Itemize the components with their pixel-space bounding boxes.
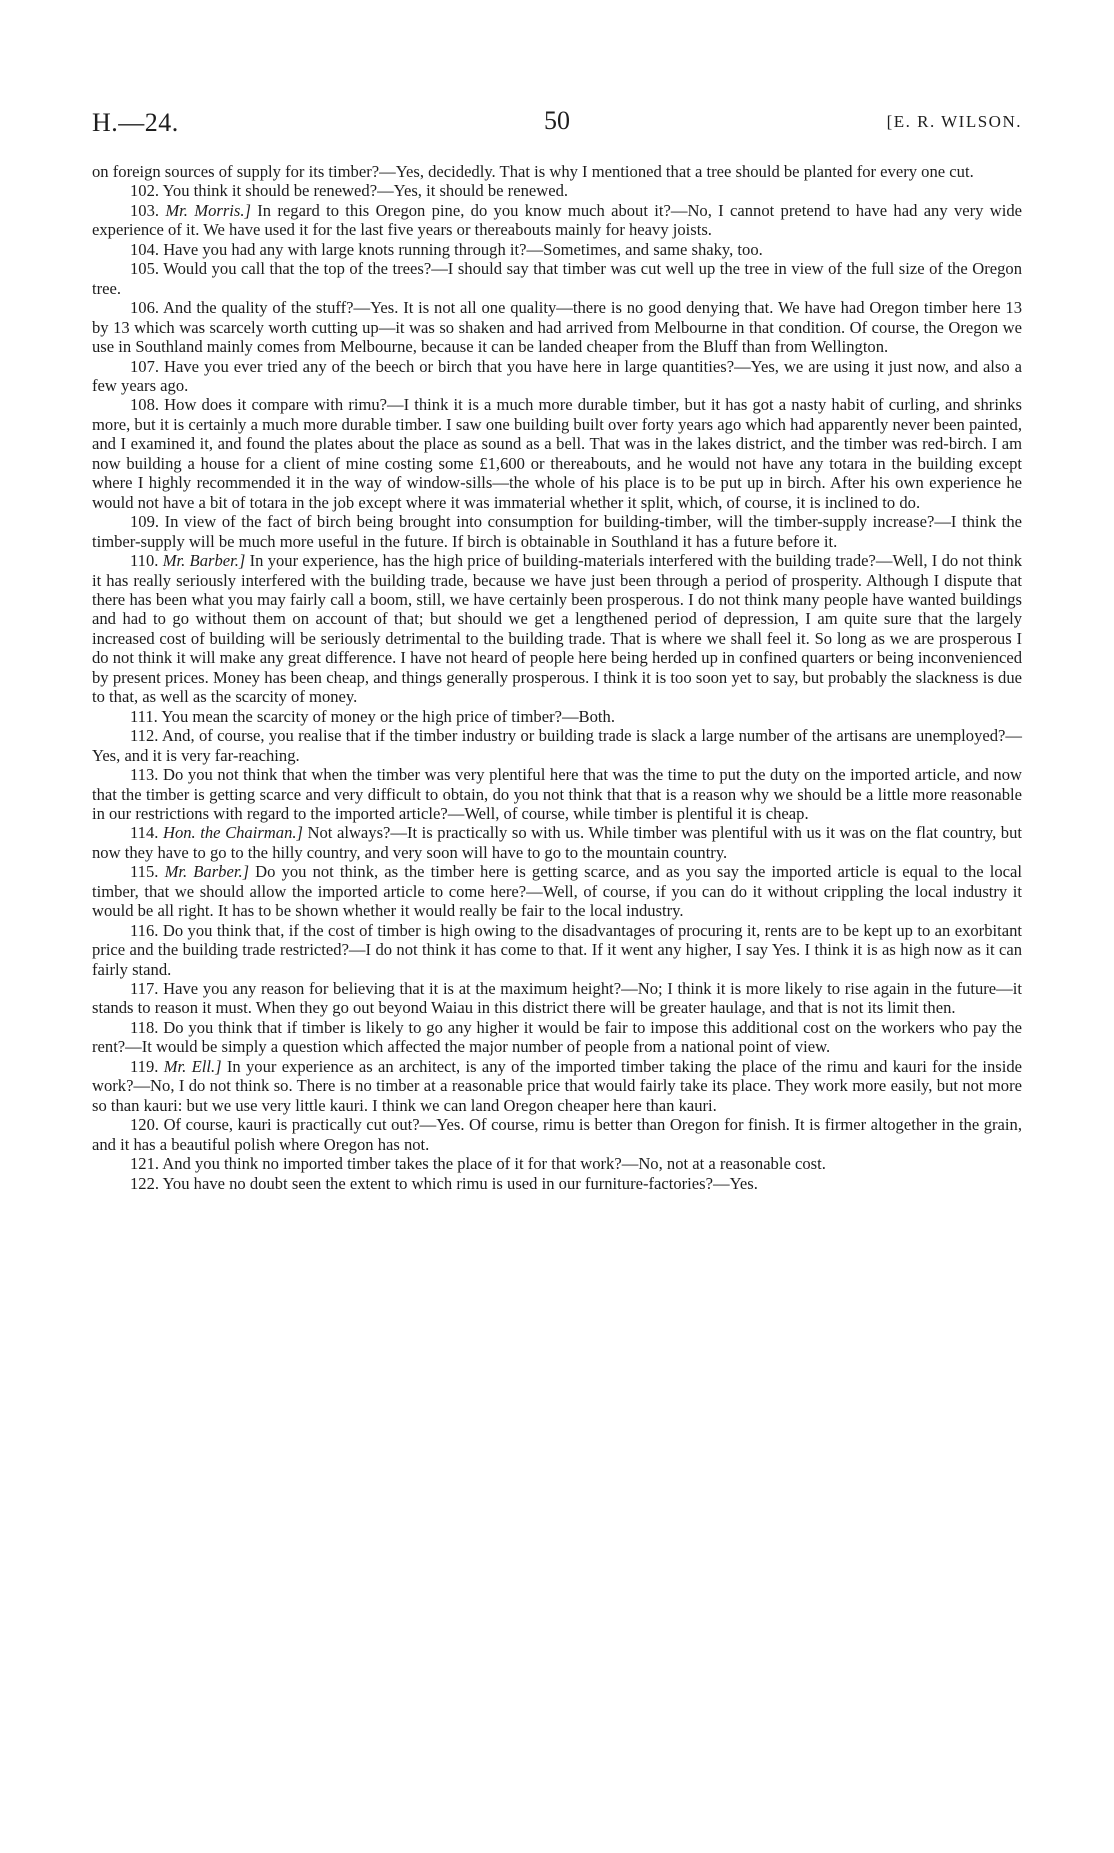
- paragraph-text: Do you think that, if the cost of timber is high owing to the disadvantages of procuring it, rents are to be kept up to an exorbitant price and the building trade restricted?—I do not think it has come to that. If it went any higher, I say Yes. I think it is as high now as it can fairly stand.: [92, 920, 1022, 979]
- question-paragraph: [92, 512, 1022, 551]
- question-paragraph: [92, 395, 1022, 512]
- question-paragraph: [92, 162, 1022, 181]
- question-paragraph: [92, 1057, 1022, 1115]
- paragraph-text: Do you not think, as the timber here is getting scarce, and as you say the imported article is equal to the local timber, that we should allow the imported article to come here?—Well, of course, if you can do it without crippling the local industry it would be all right. It has to be shown whether it would really be fair to the local industry.: [92, 862, 1022, 921]
- paragraph-text: Do you think that if timber is likely to go any higher it would be fair to impose this additional cost on the workers who pay the rent?—It would be simply a question which affected the major number of people from a national point of view.: [92, 1017, 1022, 1057]
- question-paragraph: [92, 707, 1022, 726]
- paragraph-text: And, of course, you realise that if the timber industry or building trade is slack a large number of the artisans are unemployed?—Yes, and it is very far-reaching.: [92, 726, 1023, 765]
- speaker-name: Mr. Ell.]: [163, 1056, 222, 1076]
- question-paragraph: [92, 1018, 1022, 1057]
- question-number: 121.: [130, 1154, 160, 1174]
- paragraph-text: And the quality of the stuff?—Yes. It is not all one quality—there is no good denying that. We have had Oregon timber here 13 by 13 which was scarcely worth cutting up—it was so shaken and had arrived from Melbourne in that condition. Of course, the Oregon we use in Southland mainly comes from Melbourne, because it can be landed cheaper from the Bluff than from Wellington.: [92, 298, 1023, 357]
- question-paragraph: [92, 181, 1022, 200]
- page-number: 50: [544, 106, 570, 135]
- question-number: 122.: [130, 1173, 160, 1193]
- question-number: 113.: [130, 765, 159, 785]
- paragraph-text: In regard to this Oregon pine, do you know much about it?—No, I cannot pretend to have had any very wide experience of it. We have used it for the last five years or thereabouts mainly for heavy joists.: [92, 200, 1022, 240]
- paragraph-text: Have you had any with large knots running through it?—Sometimes, and same shaky, too.: [163, 239, 763, 259]
- question-number: 103.: [130, 200, 160, 220]
- question-number: 108.: [130, 395, 160, 415]
- question-number: 116.: [130, 920, 159, 940]
- speaker-name: Mr. Barber.]: [162, 551, 246, 571]
- paragraph-text: Of course, kauri is practically cut out?—Yes. Of course, rimu is better than Oregon for finish. It is firmer altogether in the grain, and it has a beautiful polish where Oregon has not.: [92, 1115, 1022, 1154]
- question-number: 114.: [130, 823, 159, 843]
- question-paragraph: [92, 1174, 1022, 1193]
- paragraph-text: Have you any reason for believing that it is at the maximum height?—No; I think it is more likely to rise again in the future—it stands to reason it must. When they go out beyond Waiau in this district there will be greater haulage, and that is not its limit then.: [92, 979, 1022, 1018]
- paragraph-text: How does it compare with rimu?—I think it is a much more durable timber, but it has got a nasty habit of curling, and shrinks more, but it is certainly a much more durable timber. I saw one building built over forty years ago which had apparently never been painted, and I examined it, and found the plates about the place as sound as a bell. That was in the lakes district, and the timber was red-birch. I am now building a house for a client of mine costing some £1,600 or thereabouts, and he would not have any totara in the building except where I highly recommended it in the way of window-sills—the whole of his place is to be put up in birch. After his own experience he would not have a bit of totara in the job except where it was immaterial whether it split, which, of course, it is inclined to do.: [92, 395, 1022, 512]
- question-paragraph: [92, 259, 1022, 298]
- document-reference: H.—24.: [92, 108, 179, 137]
- speaker-name: Mr. Barber.]: [164, 862, 250, 882]
- paragraph-text: And you think no imported timber takes the place of it for that work?—No, not at a reasonable cost.: [162, 1154, 826, 1174]
- paragraph-text: on foreign sources of supply for its timber?—Yes, decidedly. That is why I mentioned that a tree should be planted for every one cut.: [92, 162, 974, 181]
- question-paragraph: [92, 240, 1022, 259]
- paragraph-text: In view of the fact of birch being brought into consumption for building-timber, will the timber-supply increase?—I think the timber-supply will be much more useful in the future. If birch is obtainable in Southland it has a future before it.: [92, 512, 1022, 551]
- question-number: 115.: [130, 862, 159, 882]
- question-paragraph: [92, 357, 1022, 396]
- question-number: 119.: [130, 1056, 159, 1076]
- question-number: 105.: [130, 259, 160, 279]
- question-number: 112.: [130, 726, 159, 746]
- witness-name: [E. R. WILSON.: [886, 112, 1022, 131]
- speaker-name: Hon. the Chairman.]: [162, 823, 303, 843]
- question-number: 106.: [130, 298, 160, 318]
- question-number: 117.: [130, 979, 159, 999]
- question-number: 111.: [130, 706, 158, 726]
- question-number: 102.: [130, 181, 160, 201]
- question-number: 104.: [130, 239, 160, 259]
- question-paragraph: [92, 979, 1022, 1018]
- paragraph-text: Do you not think that when the timber was very plentiful here that was the time to put the duty on the imported article, and now that the timber is getting scarce and very difficult to obtain, do you not think that that is a reason why we should be a little more reasonable in our restrictions with regard to the imported article?—Well, of course, while timber is plentiful it is cheap.: [92, 765, 1022, 823]
- question-paragraph: [92, 201, 1022, 240]
- paragraph-text: In your experience as an architect, is any of the imported timber taking the place of the rimu and kauri for the inside work?—No, I do not think so. There is no timber at a reasonable price that would fairly take its place. They work more easily, but not more so than kauri: but we use very little kauri. I think we can land Oregon cheaper here than kauri.: [92, 1056, 1023, 1115]
- question-paragraph: [92, 765, 1022, 823]
- question-paragraph: [92, 551, 1022, 707]
- paragraph-text: Have you ever tried any of the beech or birch that you have here in large quantities?—Yes, we are using it just now, and also a few years ago.: [92, 356, 1022, 395]
- question-paragraph: [92, 726, 1022, 765]
- question-paragraph: [92, 862, 1022, 920]
- evidence-body: [92, 162, 1022, 1193]
- question-number: 110.: [130, 551, 159, 571]
- question-paragraph: [92, 1115, 1022, 1154]
- question-paragraph: [92, 823, 1022, 862]
- question-number: 120.: [130, 1115, 160, 1135]
- paragraph-text: In your experience, has the high price of building-materials interfered with the building trade?—Well, I do not think it has really seriously interfered with the building trade, because we have just been through a period of prosperity. Although I dispute that there has been what you may fairly call a boom, still, we have certainly been prosperous. I do not think many people have wanted buildings and had to go without them on account of that; but should we get a lengthened period of depression, I am quite sure that the largely increased cost of building will be seriously detrimental to the building trade. That is where we shall feel it. So long as we are prosperous I do not think it will make any great difference. I have not heard of people here being herded up in confined quarters or being inconvenienced by present prices. Money has been cheap, and things generally prosperous. I think it is too soon yet to say, but probably the slackness is due to that, as well as the scarcity of money.: [92, 551, 1023, 707]
- paragraph-text: You think it should be renewed?—Yes, it should be renewed.: [162, 181, 569, 201]
- paragraph-text: You have no doubt seen the extent to which rimu is used in our furniture-factories?—Yes.: [162, 1173, 758, 1193]
- page-header: [92, 104, 1022, 144]
- paragraph-text: Not always?—It is practically so with us. While timber was plentiful with us it was on the flat country, but now they have to go to the hilly country, and very soon will have to go to the mountain country.: [92, 823, 1022, 862]
- question-paragraph: [92, 298, 1022, 356]
- speaker-name: Mr. Morris.]: [165, 200, 251, 220]
- paragraph-text: You mean the scarcity of money or the high price of timber?—Both.: [161, 706, 615, 726]
- question-paragraph: [92, 1154, 1022, 1173]
- paragraph-text: Would you call that the top of the trees?—I should say that timber was cut well up the tree in view of the full size of the Oregon tree.: [92, 259, 1022, 298]
- question-paragraph: [92, 921, 1022, 979]
- question-number: 107.: [130, 356, 160, 376]
- question-number: 118.: [130, 1017, 159, 1037]
- question-number: 109.: [130, 512, 160, 532]
